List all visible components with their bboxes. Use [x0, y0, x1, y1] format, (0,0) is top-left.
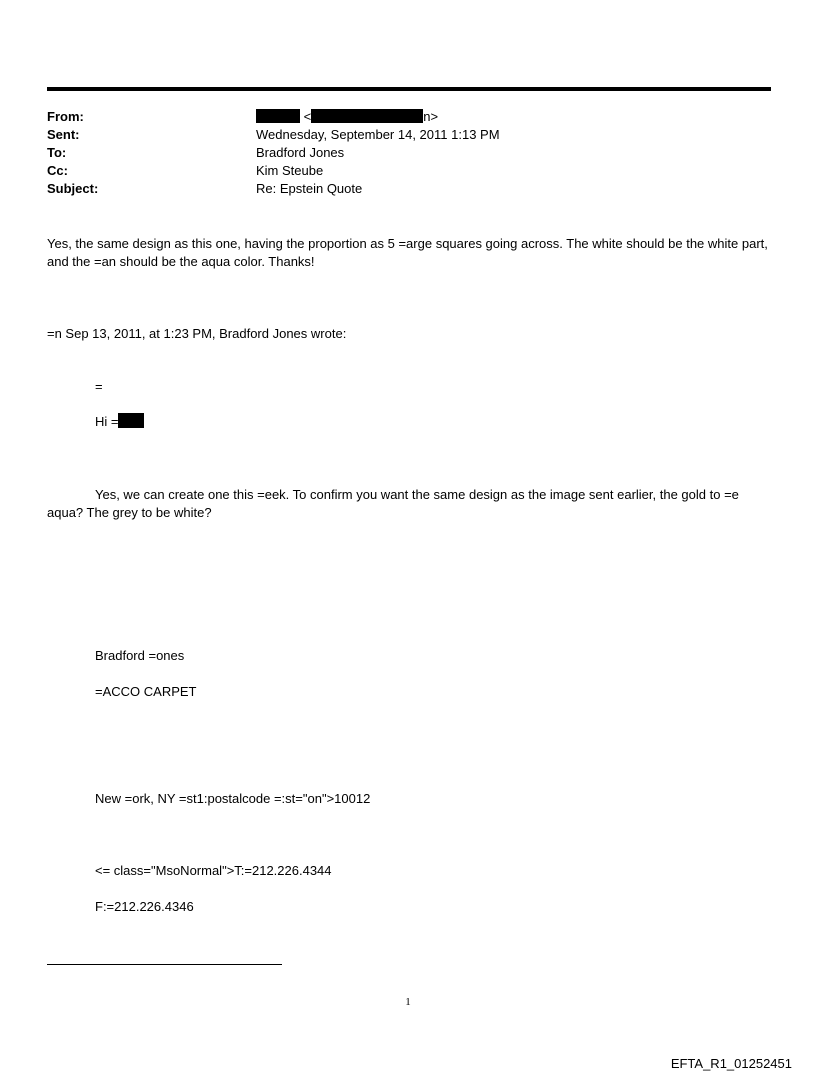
to-label: To:: [47, 145, 67, 160]
signature-company: =ACCO CARPET: [95, 684, 197, 699]
sent-value: Wednesday, September 14, 2011 1:13 PM: [256, 127, 500, 142]
signature-name: Bradford =ones: [95, 648, 185, 663]
email-header: [47, 108, 771, 198]
from-value: [256, 108, 438, 126]
redacted-sender-name: [256, 109, 300, 123]
quote-intro: =n Sep 13, 2011, at 1:23 PM, Bradford Jones wrote:: [47, 326, 347, 341]
from-label: From:: [47, 109, 84, 124]
from-close-bracket: n>: [423, 109, 439, 124]
footnote-rule: [47, 964, 282, 965]
subject-label: Subject:: [47, 181, 99, 196]
subject-value: Re: Epstein Quote: [256, 181, 363, 196]
bates-number: EFTA_R1_01252451: [670, 1056, 792, 1071]
to-value: Bradford Jones: [256, 145, 345, 160]
equals-line: =: [95, 379, 103, 394]
redacted-sender-email: [311, 109, 423, 123]
greeting-text: Hi =: [95, 414, 119, 429]
cc-label: Cc:: [47, 163, 68, 178]
redacted-recipient-name: [118, 413, 144, 428]
quoted-paragraph: Yes, we can create one this =eek. To confirm you want the same design as the image sent earlier, the gold to =e aqua? The grey to be white?: [47, 487, 739, 520]
cc-value: Kim Steube: [256, 163, 324, 178]
header-rule: [47, 87, 771, 91]
greeting-line: [95, 413, 144, 431]
page-number: 1: [405, 996, 411, 1008]
from-open-bracket: <: [303, 109, 312, 124]
signature-fax: F:=212.226.4346: [95, 899, 194, 914]
sent-label: Sent:: [47, 127, 80, 142]
signature-phone: <= class="MsoNormal">T:=212.226.4344: [95, 863, 332, 878]
reply-paragraph: Yes, the same design as this one, having the proportion as 5 =arge squares going across. The white should be the white part, and the =an should be the aqua color. Thanks!: [47, 236, 768, 269]
signature-address: New =ork, NY =st1:postalcode =:st="on">10012: [95, 791, 371, 806]
